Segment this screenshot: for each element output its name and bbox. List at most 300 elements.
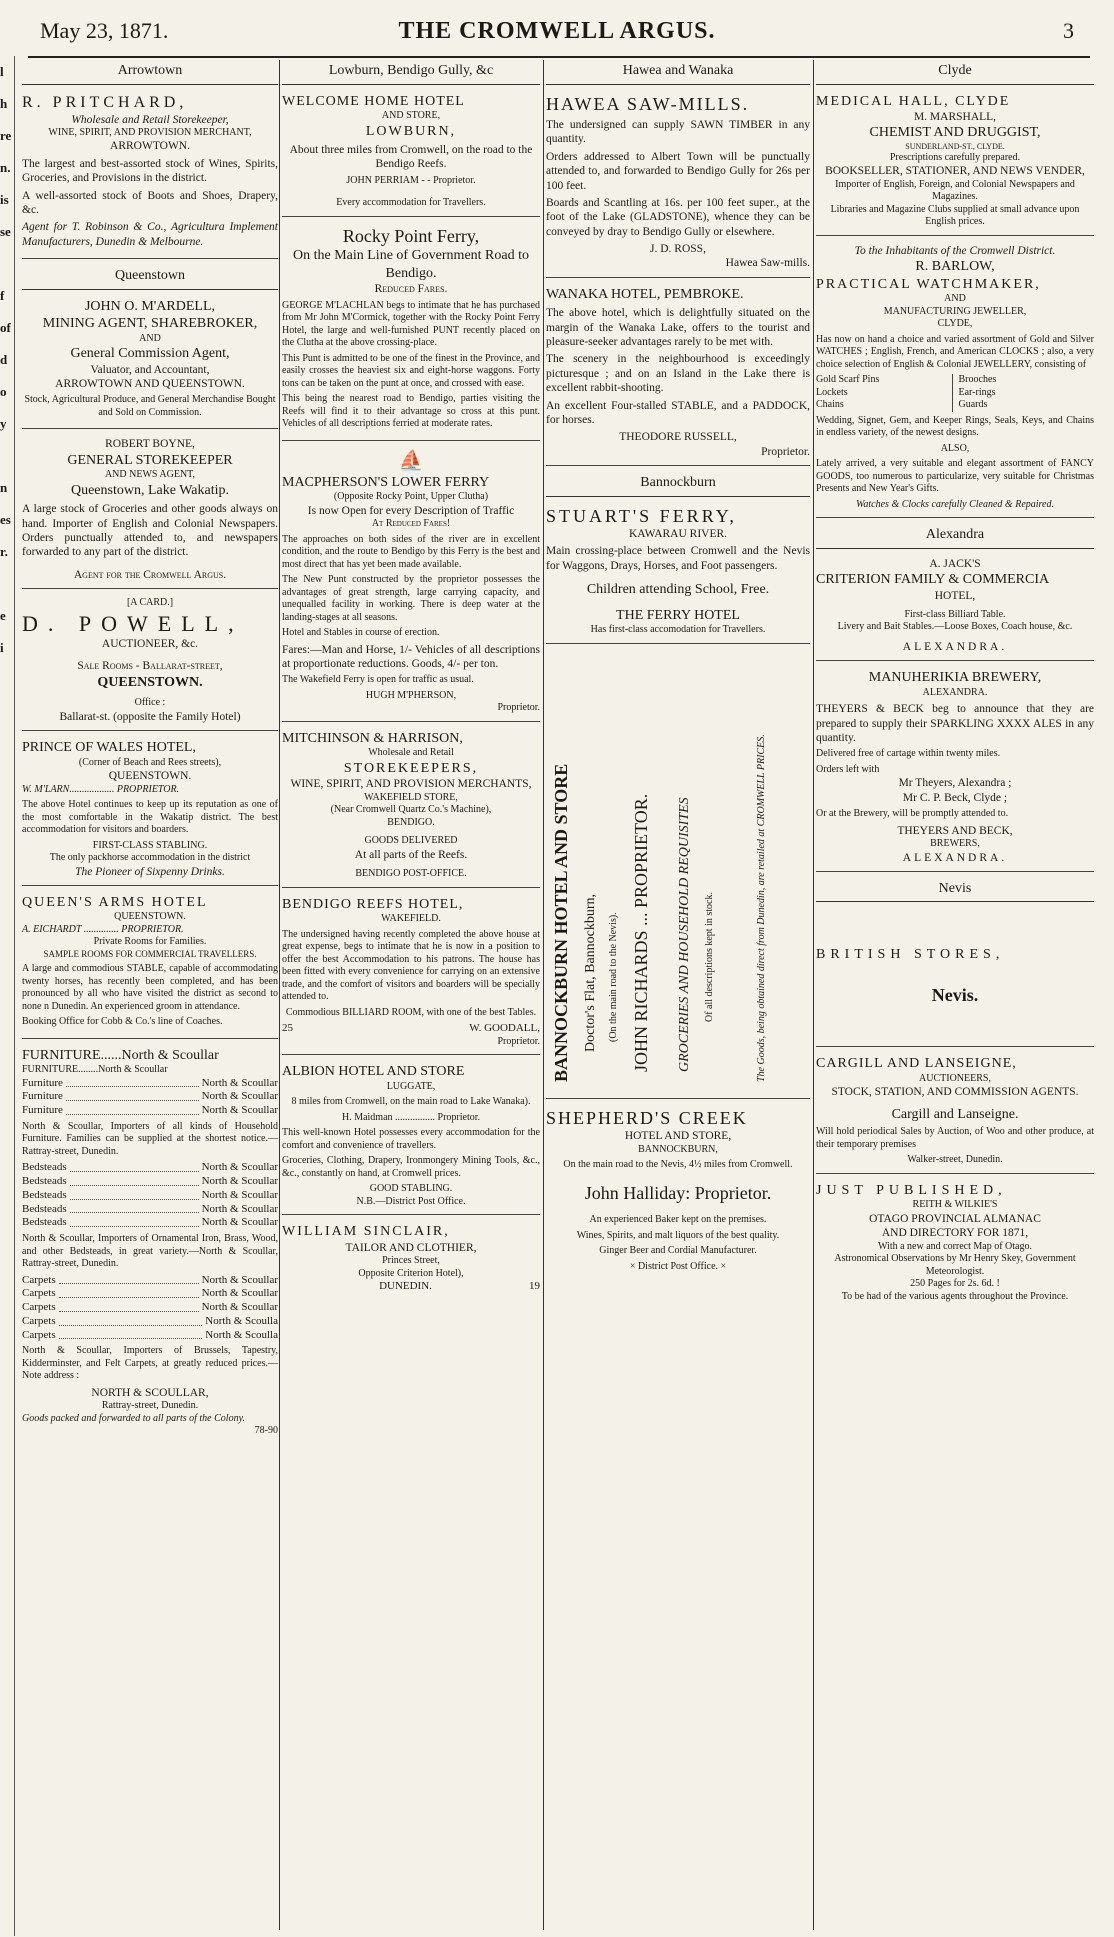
ad-text: OTAGO PROVINCIAL ALMANAC [869,1212,1041,1225]
ad-text: HOTEL, [934,589,976,602]
ad-body: Ginger Beer and Cordial Manufacturer. [599,1245,757,1256]
ad-text: BANNOCKBURN, [638,1143,718,1155]
masthead-rule [28,56,1090,58]
ad-text: First-class Billiard Table. [904,608,1006,620]
ad-title: MACPHERSON'S LOWER FERRY [282,474,490,490]
ad-text: Children attending School, Free. [586,582,770,598]
ad-text: Proprietor. [497,702,540,714]
ad-text: Livery and Bait Stables.—Loose Boxes, Coach house, &c. [837,621,1073,633]
ad-text: WAKEFIELD STORE, [364,791,458,803]
ad-text: ALSO, [940,442,970,454]
listing-vendor: North & Scoullar [201,1301,278,1314]
ad-text: [A CARD.] [126,597,174,608]
listing-vendor: North & Scoullar [201,1273,278,1286]
ad-text: Libraries and Magazine Clubs supplied at small advance upon English prices. [830,203,1080,228]
ad-title: MANUHERIKIA BREWERY, [868,670,1042,686]
ad-title: General Commission Agent, [70,346,230,361]
ad-text: ARROWTOWN. [110,140,190,153]
leader-dots [70,1161,199,1172]
page-number: 3 [1063,18,1074,43]
leader-dots [70,1175,199,1186]
jewellery-item: Gold Scarf Pins [816,374,880,386]
ad-text: A. EICHARDT .............. PROPRIETOR. [22,923,184,935]
ad-text: BENDIGO. [387,816,435,828]
listing-vendor: North & Scoullar [201,1216,278,1229]
ad-text: KAWARAU RIVER. [628,528,728,540]
ad-text: QUEENSTOWN. [108,770,192,783]
listing-vendor: North & Scoullar [201,1287,278,1300]
ad-medical-hall [816,93,1094,236]
listing-item: Furniture [22,1090,63,1103]
ad-text: LUGGATE, [386,1080,436,1092]
ad-body: Commodious BILLIARD ROOM, with one of the best Tables. [285,1006,537,1018]
ad-body: About three miles from Cromwell, on the road to the Bendigo Reefs. [289,144,533,171]
ad-text: To the Inhabitants of the Cromwell District. [854,244,1056,257]
leader-dots [70,1216,199,1227]
margin-fragment: es [0,512,11,527]
listing-row [22,1104,278,1118]
ad-body: Groceries, Clothing, Drapery, Ironmongery Mining Tools, &c., &c., constantly on hand, at Cromwell prices. [282,1155,540,1179]
listing-row [22,1161,278,1175]
listing-vendor: North & Scoullar [201,1188,278,1201]
ad-body: Has now on hand a choice and varied assortment of Gold and Silver WATCHES ; English, French, and American CLOCKS ; also, a very choice selection of English & Colonial JEWELLERY, consisting of [816,333,1094,370]
jewellery-item: Chains [816,399,844,411]
ad-prince-of-wales [22,739,278,886]
ad-text: Opposite Criterion Hotel), [358,1267,464,1279]
ad-text: MANUFACTURING JEWELLER, [883,305,1027,317]
ad-text: To be had of the various agents throughout the Province. [841,1290,1069,1302]
ad-title: SHEPHERD'S CREEK [546,1107,748,1128]
ad-title: GENERAL STOREKEEPER [67,452,233,468]
ad-text: FIRST-CLASS STABLING. [92,839,208,851]
ad-text: SAMPLE ROOMS FOR COMMERCIAL TRAVELLERS. [43,948,257,959]
ad-text: AND [139,332,161,344]
margin-fragment [0,440,14,472]
ad-title: WELCOME HOME HOTEL [282,93,465,109]
column-rule [543,60,544,1930]
ad-body: Main crossing-place between Cromwell and the Nevis for Waggons, Drays, Horses, and Foot passengers. [546,545,810,572]
ad-body: Booking Office for Cobb & Co.'s line of Coaches. [22,1016,223,1028]
ad-title: WILLIAM SINCLAIR, [282,1224,450,1240]
ad-body: An experienced Baker kept on the premises. [589,1214,767,1225]
margin-fragment: f [0,288,5,303]
column-1 [22,62,278,1438]
ad-text: H. Maidman ................ Proprietor. [341,1111,481,1123]
listing-vendor: North & Scoullar [201,1161,278,1174]
ad-title: ALBION HOTEL AND STORE [282,1064,465,1080]
leader-dots [70,1189,199,1200]
ad-mitchinson-harrison [282,730,540,888]
newspaper-title: THE CROMWELL ARGUS. [398,18,716,44]
ad-text: REITH & WILKIE'S [912,1199,998,1211]
ad-body: Wedding, Signet, Gem, and Keeper Rings, Seals, Keys, and Chains in endless variety, of the newest designs. [816,414,1094,439]
ad-title: CARGILL AND LANSEIGNE, [816,1056,1017,1072]
left-margin-fragments [0,56,15,1936]
ad-title: R. PRITCHARD, [22,93,188,111]
ad-body: Boards and Scantling at 16s. per 100 feet super., at the foot of the Lake (GLADSTONE), whence they can be conveyed by dray to Bendigo Gully or elsewhere. [546,196,810,238]
listing-vendor: North & Scoulla [205,1328,278,1341]
jewellery-item: Lockets [816,386,848,398]
ad-text: ALEXANDRA. [922,686,988,698]
ad-pritchard [22,93,278,260]
ad-body: On the main road to the Nevis, 4½ miles from Cromwell. [563,1159,793,1170]
ad-text: AND DIRECTORY FOR 1871, [881,1227,1029,1240]
ad-text: AUCTIONEER, &c. [101,638,199,650]
listing-vendor: North & Scoullar [201,1202,278,1215]
listing-row [22,1301,278,1315]
ad-body: The Wakefield Ferry is open for traffic as usual. [282,674,474,686]
ad-text: (Corner of Beach and Rees streets), [78,756,222,768]
ad-body: Orders addressed to Albert Town will be punctually attended to, and forwarded to Bendigo Gully for 26s per 100 feet. [546,150,810,192]
ad-text: GOOD STABLING. [369,1183,453,1195]
ad-text: QUEENSTOWN. [97,674,203,690]
ad-text: Orders left with [816,763,880,775]
leader-dots [59,1301,199,1312]
ad-body: Hotel and Stables in course of erection. [282,627,440,638]
ad-title: HAWEA SAW-MILLS. [546,93,750,114]
ad-body: An excellent Four-stalled STABLE, and a PADDOCK, for horses. [546,399,810,426]
ad-criterion-hotel [816,557,1094,662]
ad-text: Mr C. P. Beck, Clyde ; [902,791,1008,804]
margin-fragment: o [0,384,7,399]
masthead [0,0,1114,50]
ad-title: Rocky Point Ferry, [342,225,480,246]
ad-body: This being the nearest road to Bendigo, parties visiting the Reefs will find it to their advantage so cross at this punt. Vehicles of all descriptions ferried at moderate rates. [282,393,540,430]
ad-body: A large and commodious STABLE, capable of accommodating twenty horses, has recently been completed, and has been pronounced by all who have visited the district as second to none n Dunedin. An experienced groom in attendance. [22,963,278,1012]
ad-text: BREWERS, [930,838,980,849]
ad-shepherds-creek [546,1107,810,1273]
listing-item: Bedsteads [22,1202,67,1215]
ad-text: 19 [528,1280,540,1293]
ad-bannockburn-hotel [546,652,810,1099]
margin-fragment: e [0,608,6,623]
ad-text: Walker-street, Dunedin. [907,1154,1003,1166]
section-head: Lowburn, Bendigo Gully, &c [282,62,540,85]
listing-item: Furniture [22,1076,63,1089]
listing-vendor: North & Scoullar [201,1090,278,1103]
ad-text: W. GOODALL, [469,1022,540,1034]
ad-queens-arms [22,894,278,1039]
ad-cargill-lanseigne [816,1055,1094,1173]
listing-vendor: North & Scoullar [201,1076,278,1089]
ad-body: Or at the Brewery, will be promptly attended to. [816,808,1009,820]
section-head: Clyde [816,62,1094,85]
ad-body: North & Scoullar, Importers of Brussels, Tapestry, Kidderminster, and Felt Carpets, at greatly reduced prices.—Note address : [22,1345,278,1382]
ad-text: DUNEDIN. [379,1280,432,1293]
ad-text: At all parts of the Reefs. [354,848,468,861]
ad-text: Of all descriptions kept in stock. [704,891,715,1022]
issue-date: May 23, 1871. [40,18,169,43]
ad-text: GROCERIES AND HOUSEHOLD REQUISITES [677,796,692,1072]
ad-title: PRACTICAL WATCHMAKER, [816,276,1041,292]
ad-body: Stock, Agricultural Produce, and General Merchandise Bought and Sold on Commission. [24,394,276,418]
ad-north-scoullar [22,1047,278,1438]
ad-body: This Punt is admitted to be one of the finest in the Province, and easily crosses the heaviest six and eight-horse waggons. Forty tons can be taken on the punt at once, and crossed with ease. [282,352,540,389]
ad-body: Wines, Spirits, and malt liquors of the best quality. [576,1229,780,1241]
ad-text: Nevis. [931,984,979,1005]
ad-body: A large stock of Groceries and other goods always on hand. Importer of English and Colonial Newspapers. Orders punctually attended to, and newspapers forwarded to any part of the district. [22,503,278,559]
column-rule [813,60,814,1930]
leader-dots [66,1104,199,1115]
ad-text: JOHN PERRIAM - - Proprietor. [346,174,476,186]
section-head: Alexandra [816,526,1094,549]
ad-text: Reduced Fares. [374,283,448,296]
ad-william-sinclair [282,1223,540,1294]
listing-row [22,1315,278,1329]
ad-text: With a new and correct Map of Otago. [878,1240,1032,1252]
ad-text: Queenstown, Lake Wakatip. [70,482,229,498]
listing-item: Bedsteads [22,1161,67,1174]
ad-text: Is now Open for every Description of Traffic [307,504,515,517]
listing-item: Carpets [22,1301,56,1314]
ad-text: AND STORE, [381,110,441,121]
margin-fragment: n [0,480,8,495]
ad-text: AUCTIONEERS, [919,1072,991,1084]
jewellery-item: Guards [958,399,988,411]
ad-title: PRINCE OF WALES HOTEL, [22,740,196,756]
ad-text: Office : [134,697,166,709]
ad-text: Ballarat-st. (opposite the Family Hotel) [59,710,241,723]
jewellery-item: Brooches [958,374,997,386]
ad-text: BENDIGO POST-OFFICE. [355,868,467,879]
listing-row [22,1329,278,1343]
ad-text: Cargill and Lanseigne. [891,1106,1019,1122]
ad-title: BRITISH STORES, [816,947,1005,963]
ad-text: JOHN RICHARDS ... PROPRIETOR. [631,793,651,1072]
ad-title: R. BARLOW, [915,259,995,275]
ad-body: GEORGE M'LACHLAN begs to intimate that he has purchased from Mr John M'Cormick, together with the Rocky Point Ferry Hotel, the large and well-furnished PUNT recently placed on the Clutha at the above crossing-place. [282,299,540,349]
ad-body: Agent for T. Robinson & Co., Agricultura Implement Manufacturers, Dunedin & Melbourne. [22,221,278,248]
ad-text: AND NEWS AGENT, [104,469,196,481]
leader-dots [66,1090,199,1101]
ad-text: Watches & Clocks carefully Cleaned & Repaired. [855,498,1054,510]
ad-text: WINE, SPIRIT, AND PROVISION MERCHANT, [48,126,252,138]
listing-row [22,1189,278,1203]
ad-text: 25 [282,1022,293,1034]
ad-body: The undersigned can supply SAWN TIMBER in any quantity. [546,119,810,146]
ad-title: MEDICAL HALL, CLYDE [816,93,1011,109]
ad-text: The only packhorse accommodation in the district [49,852,251,863]
column-3 [546,62,810,1273]
ad-body: The New Punt constructed by the proprietor possesses the advantages of great strength, large carrying capacity, and unequalled facility in working. There is deep water at the landing-stages at all seasons. [282,574,540,623]
ad-text: THEYERS AND BECK, [897,824,1013,837]
ad-bendigo-reefs-hotel [282,896,540,1056]
ad-text: 78-90 [254,1425,278,1437]
ad-body: The above Hotel continues to keep up its reputation as one of the most comfortable in the Wakatip district. The best accommodation for visitors and boarders. [22,799,278,835]
leader-dots [59,1274,199,1285]
ad-text: TAILOR AND CLOTHIER, [345,1241,477,1254]
ad-text: Has first-class accomodation for Travellers. [590,624,766,636]
ad-subtitle: Wholesale and Retail Storekeeper, [71,113,229,126]
ad-text: N.B.—District Post Office. [356,1195,466,1207]
ad-body: The largest and best-assorted stock of Wines, Spirits, Groceries, and Provisions in the district. [22,157,278,185]
ad-text: THEODORE RUSSELL, [619,431,737,444]
ad-text: Agent for the Cromwell Argus. [73,568,227,581]
ad-text: Every accommodation for Travellers. [336,197,486,209]
ad-title: BENDIGO REEFS HOTEL, [282,896,464,912]
ad-subtitle: On the Main Line of Government Road to Bendigo. [292,248,529,281]
ad-body: Will hold periodical Sales by Auction, of Woo and other produce, at their temporary premises [816,1126,1094,1150]
listing-row [22,1216,278,1230]
ad-text: Proprietor. [761,445,810,458]
ad-text: Prescriptions carefully prepared. [889,151,1021,163]
ad-text: At Reduced Fares! [371,518,451,529]
ad-text: (Near Cromwell Quartz Co.'s Machine), [330,804,492,816]
ad-title: A. JACK'S [929,557,981,570]
section-head: Queenstown [22,267,278,290]
ad-body: Lately arrived, a very suitable and elegant assortment of FANCY GOODS, too numerous to particularize, very suitable for Christmas Presents and New Year's Gifts. [816,458,1094,495]
margin-fragment: l [0,64,4,79]
ad-text: STOCK, STATION, AND COMMISSION AGENTS. [831,1086,1079,1099]
ad-text: Private Rooms for Families. [93,936,207,948]
ad-body: 8 miles from Cromwell, on the main road to Lake Wanaka). [291,1096,531,1108]
ad-title: STUART'S FERRY, [546,505,737,526]
listing-row [22,1077,278,1091]
column-2 [282,62,540,1294]
ad-body: This well-known Hotel possesses every accommodation for the comfort and convenience of travellers. [282,1127,540,1151]
ad-title: STOREKEEPERS, [343,760,479,776]
ad-text: M. MARSHALL, [913,111,997,123]
ad-title: WANAKA HOTEL, PEMBROKE. [546,286,744,302]
leader-dots [66,1077,199,1088]
section-head: Arrowtown [22,62,278,85]
ad-albion-hotel [282,1063,540,1215]
ad-text: ALEXANDRA. [902,640,1008,653]
listing-vendor: North & Scoulla [205,1314,278,1327]
ad-powell [22,597,278,731]
ad-text: Sale Rooms - Ballarat-street, [77,660,223,673]
ad-text: 250 Pages for 2s. 6d. ! [910,1278,1000,1289]
listing-item: Furniture [22,1104,63,1117]
ad-text: Rattray-street, Dunedin. [101,1400,199,1412]
ad-text: × District Post Office. × [629,1260,727,1272]
ad-title: JOHN O. M'ARDELL, [84,298,216,314]
ad-text: CLYDE, [937,318,973,330]
ad-welcome-home [282,93,540,217]
ad-text: THE FERRY HOTEL [616,607,740,623]
leader-dots [59,1329,203,1340]
listing-item: Carpets [22,1328,56,1341]
listing-item: Carpets [22,1273,56,1286]
ad-title: CRITERION FAMILY & COMMERCIA [816,572,1050,587]
ad-text: The Goods, being obtained direct from Dunedin, are retailed at CROMWELL PRICES. [756,733,767,1082]
ad-body: THEYERS & BECK beg to announce that they are prepared to supply their SPARKLING XXXX ALES in any quantity. [816,703,1094,744]
ad-text: GOODS DELIVERED [364,835,458,847]
ad-text: Princes Street, [382,1255,440,1267]
ad-text: J. D. ROSS, [650,243,706,255]
ad-body: Fares:—Man and Horse, 1/- Vehicles of all descriptions at proportionate reductions. Goods, 4/- per ton. [282,643,540,670]
ad-mardell [22,298,278,430]
ad-just-published [816,1182,1094,1303]
ad-body: North & Scoullar, Importers of Ornamental Iron, Brass, Wood, and other Bedsteads, in great variety.—North & Scoullar, Rattray-street, Dunedin. [22,1233,278,1270]
ad-title: MINING AGENT, SHAREBROKER, [42,316,258,331]
leader-dots [59,1287,199,1298]
listing-item: Carpets [22,1314,56,1327]
ad-body: The above hotel, which is delightfully situated on the margin of the Wanaka Lake, offers to the tourist and pleasure-seeker advantages rarely to be met with. [546,307,810,348]
ad-text: ARROWTOWN AND QUEENSTOWN. [55,377,245,390]
ad-body: Delivered free of cartage within twenty miles. [816,748,1001,760]
ad-manuherikia-brewery [816,669,1094,872]
ad-text: Hawea Saw-mills. [725,257,810,270]
ad-macpherson-ferry [282,449,540,722]
listing-item: Carpets [22,1287,56,1300]
listing-vendor: North & Scoullar [201,1175,278,1188]
ship-icon: ⛵ [398,449,424,472]
margin-fragment: n. [0,160,11,175]
ad-text: Proprietor. [497,1035,540,1047]
ad-barlow [816,244,1094,518]
ad-text: The Pioneer of Sixpenny Drinks. [75,865,225,878]
section-head: Nevis [816,880,1094,903]
ad-text: Doctor's Flat, Bannockburn, [583,893,598,1052]
ad-text: Goods packed and forwarded to all parts of the Colony. [22,1412,245,1424]
jewellery-list [816,374,1094,412]
ad-text: AND [944,293,966,305]
ad-body: The approaches on both sides of the river are in excellent condition, and the route to Bendigo by this Ferry is the best and most direct that has yet been made available. [282,533,540,570]
ad-title: FURNITURE......North & Scoullar [22,1047,219,1063]
ad-stuarts-ferry [546,505,810,644]
listing-item: Bedsteads [22,1216,67,1229]
ad-title: MITCHINSON & HARRISON, [282,730,463,746]
listing-item: Bedsteads [22,1188,67,1201]
margin-fragment [0,248,14,280]
ad-body: North & Scoullar, Importers of all kinds of Household Furniture. Families can be supplied at the shortest notice.—Rattray-street, Dunedin. [22,1120,278,1157]
margin-fragment: y [0,416,7,431]
ad-wanaka-hotel [546,286,810,466]
listing-vendor: North & Scoullar [201,1104,278,1117]
ad-text: Astronomical Observations by Mr Henry Skey, Government Meteorologist. [834,1253,1076,1277]
margin-fragment [0,568,14,600]
ad-title: FURNITURE........North & Scoullar [22,1064,168,1076]
ad-hawea-saw-mills [546,93,810,278]
leader-dots [70,1203,199,1214]
listing-item: Bedsteads [22,1175,67,1188]
ad-title: D. POWELL, [22,610,244,636]
ad-british-stores [816,910,1094,1047]
ad-boyne [22,437,278,589]
ad-text: Mr Theyers, Alexandra ; [898,777,1012,790]
jewellery-item: Ear-rings [958,386,996,398]
ad-text: Importer of English, Foreign, and Colonial Newspapers and Magazines. [835,178,1075,203]
margin-fragment: i [0,640,4,655]
ad-text: (Opposite Rocky Point, Upper Clutha) [333,491,489,503]
ad-text: Wholesale and Retail [368,747,454,759]
ad-title: BANNOCKBURN HOTEL AND STORE [551,763,571,1082]
ad-text: BOOKSELLER, STATIONER, AND NEWS VENDER, [825,165,1085,178]
ad-text: NORTH & SCOULLAR, [91,1386,209,1399]
ad-title: JUST PUBLISHED, [816,1182,1007,1198]
margin-fragment: d [0,352,8,367]
column-rule [279,60,280,1930]
margin-fragment: se [0,224,11,239]
leader-dots [59,1315,203,1326]
section-head: Hawea and Wanaka [546,62,810,85]
ad-body: The scenery in the neighbourhood is exceedingly picturesque ; and on an Island in the Lake there is excellent rabbit-shooting. [546,353,810,395]
ad-body: The undersigned having recently completed the above house at great expense, begs to intimate that he is now in a position to offer the best Accommodation to his patrons. The house has been fitted with every convenience for carrying on an extensive trade, and the comfort of visitors and boarders will be specially attended to. [282,928,540,1002]
ad-text: ALEXANDRA. [902,851,1008,864]
section-head: Bannockburn [546,474,810,497]
listing-row [22,1274,278,1288]
ad-text: QUEENSTOWN. [114,911,186,923]
column-4 [816,62,1094,1303]
ad-text: WAKEFIELD. [381,913,441,924]
listing-row [22,1175,278,1189]
listing-row [22,1090,278,1104]
listing-row [22,1203,278,1217]
ad-text: CHEMIST AND DRUGGIST, [869,125,1041,141]
ad-text: HUGH M'PHERSON, [365,689,457,701]
ad-title: ROBERT BOYNE, [105,438,195,451]
